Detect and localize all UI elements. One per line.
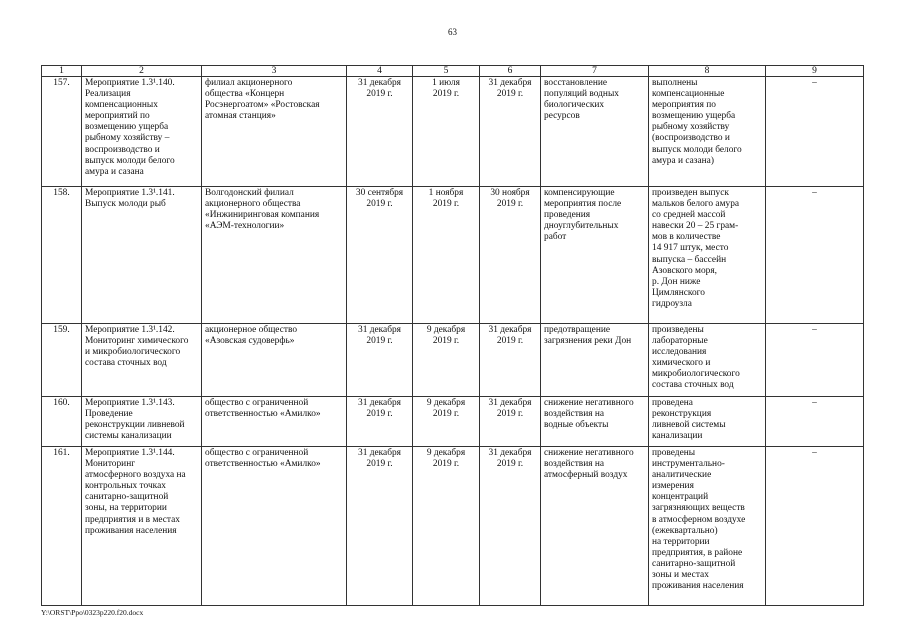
date-fact-end: 31 декабря 2019 г. [480,447,541,606]
header-col-7: 7 [541,66,649,77]
row-number: 160. [42,397,82,447]
result-plan: снижение негативного воздействия на атмосферный воздух [541,447,649,606]
table-row [42,187,864,324]
header-col-5: 5 [413,66,480,77]
executor: Волгодонский филиал акционерного общества «Инжиниринговая компания «АЭМ-технологии» [202,187,347,324]
problems: – [766,447,864,606]
result-plan: снижение негативного воздействия на водные объекты [541,397,649,447]
header-col-3: 3 [202,66,347,77]
header-col-9: 9 [766,66,864,77]
measure-name: Мероприятие 1.3¹.141. Выпуск молоди рыб [82,187,202,324]
problems: – [766,324,864,397]
table-row [42,447,864,606]
result-fact: произведены лабораторные исследования химического и микробиологического состава сточных вод [649,324,766,397]
page-number: 63 [448,27,457,37]
table-row [42,77,864,187]
date-fact-start: 9 декабря 2019 г. [413,397,480,447]
measure-name: Мероприятие 1.3¹.144. Мониторинг атмосферного воздуха на контрольных точках санитарно-защитной зоны, на территории предприятия и в местах проживания населения [82,447,202,606]
header-col-1: 1 [42,66,82,77]
result-fact: проведена реконструкция ливневой системы канализации [649,397,766,447]
executor: филиал акционерного общества «Концерн Росэнергоатом» «Ростовская атомная станция» [202,77,347,187]
executor: общество с ограниченной ответственностью «Амилко» [202,447,347,606]
date-fact-end: 30 ноября 2019 г. [480,187,541,324]
header-col-6: 6 [480,66,541,77]
executor: общество с ограниченной ответственностью «Амилко» [202,397,347,447]
problems: – [766,77,864,187]
table-row [42,324,864,397]
problems: – [766,397,864,447]
date-fact-start: 9 декабря 2019 г. [413,447,480,606]
date-plan-end: 30 сентября 2019 г. [347,187,413,324]
table-row [42,397,864,447]
date-plan-end: 31 декабря 2019 г. [347,77,413,187]
header-row [42,66,864,77]
row-number: 161. [42,447,82,606]
file-path-footer: Y:\ORST\Ppo\0323p220.f20.docx [41,608,144,617]
executor: акционерное общество «Азовская судоверфь» [202,324,347,397]
date-fact-end: 31 декабря 2019 г. [480,324,541,397]
measure-name: Мероприятие 1.3¹.140. Реализация компенсационных мероприятий по возмещению ущерба рыбному хозяйству – воспроизводство и выпуск молоди белого амура и сазана [82,77,202,187]
result-plan: компенсирующие мероприятия после проведения дноуглубительных работ [541,187,649,324]
measure-name: Мероприятие 1.3¹.143. Проведение реконструкции ливневой системы канализации [82,397,202,447]
report-table [41,65,864,606]
date-fact-start: 1 ноября 2019 г. [413,187,480,324]
header-col-4: 4 [347,66,413,77]
result-plan: предотвращение загрязнения реки Дон [541,324,649,397]
date-fact-end: 31 декабря 2019 г. [480,397,541,447]
measure-name: Мероприятие 1.3¹.142. Мониторинг химического и микробиологического состава сточных вод [82,324,202,397]
date-fact-end: 31 декабря 2019 г. [480,77,541,187]
row-number: 157. [42,77,82,187]
result-fact: выполнены компенсационные мероприятия по возмещению ущерба рыбному хозяйству (воспроизводство и выпуск молоди белого амура и сазана) [649,77,766,187]
header-col-2: 2 [82,66,202,77]
date-fact-start: 9 декабря 2019 г. [413,324,480,397]
result-fact: проведены инструментально- аналитические измерения концентраций загрязняющих веществ в атмосферном воздухе (ежеквартально) на территории предприятия, в районе санитарно-защитной зоны и местах проживания населения [649,447,766,606]
problems: – [766,187,864,324]
result-fact: произведен выпуск мальков белого амура со средней массой навески 20 – 25 грам- мов в количестве 14 917 штук, место выпуска – бассейн Азовского моря, р. Дон ниже Цимлянского гидроузла [649,187,766,324]
date-plan-end: 31 декабря 2019 г. [347,397,413,447]
result-plan: восстановление популяций водных биологических ресурсов [541,77,649,187]
date-fact-start: 1 июля 2019 г. [413,77,480,187]
row-number: 158. [42,187,82,324]
header-col-8: 8 [649,66,766,77]
date-plan-end: 31 декабря 2019 г. [347,447,413,606]
row-number: 159. [42,324,82,397]
date-plan-end: 31 декабря 2019 г. [347,324,413,397]
